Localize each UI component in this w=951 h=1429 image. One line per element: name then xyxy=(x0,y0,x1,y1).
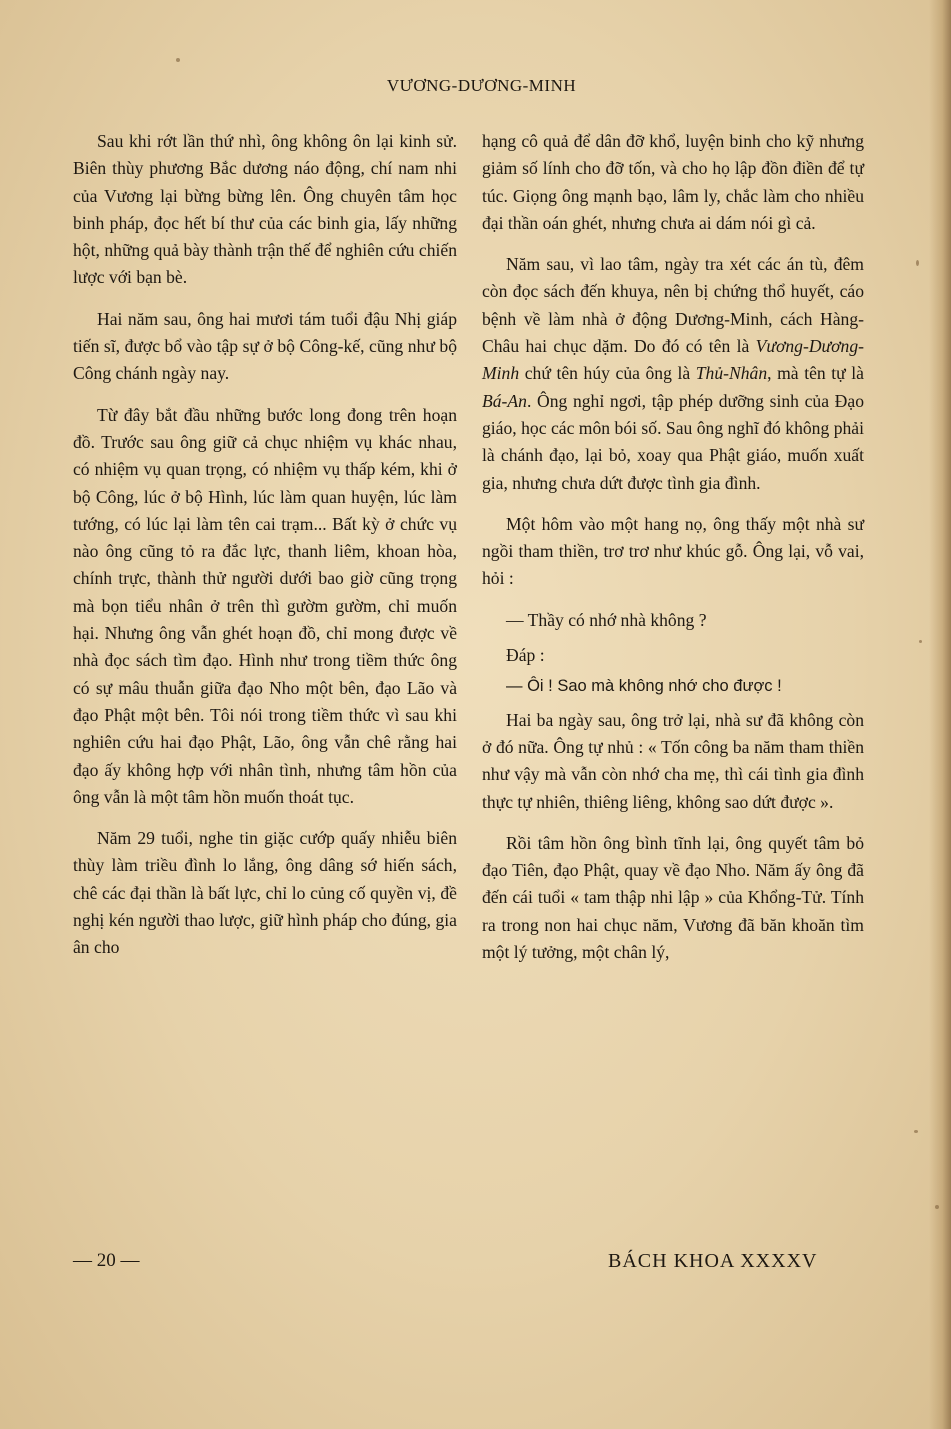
name-thu-nhan: Thủ-Nhân xyxy=(695,363,768,384)
dialog-question: — Thầy có nhớ nhà không ? xyxy=(506,609,707,630)
text-run: Năm sau, vì lao tâm, ngày tra xét các án tù, đêm còn đọc sách đến khuya, nên bị chứng thổ huyết, cáo bệnh về làm nhà ở động Dương-Minh, cách Hàng-Châu hai chục dặm. Do đó có tên là xyxy=(482,254,864,357)
paper-speck xyxy=(935,1205,939,1209)
left-column xyxy=(73,128,457,976)
text-run: . Ông nghỉ ngơi, tập phép dưỡng sinh của Đạo giáo, học các môn bói số. Sau ông nghĩ đó không phải là chánh đạo, lại bỏ, xoay qua Phật giáo, muốn xuất gia, nhưng chưa dứt được tình gia đình. xyxy=(482,390,864,493)
page-number: — 20 — xyxy=(73,1250,140,1271)
paper-speck xyxy=(914,1130,918,1133)
running-header: VƯƠNG-DƯƠNG-MINH xyxy=(386,76,577,95)
publication-name: BÁCH KHOA XXXXV xyxy=(608,1250,818,1272)
dialog-answer: — Ôi ! Sao mà không nhớ cho được ! xyxy=(506,677,782,696)
name-ba-an: Bá-An xyxy=(482,390,527,411)
dialog-answer-label: Đáp : xyxy=(506,645,545,666)
left-paragraph-3: Từ đây bắt đầu những bước long đong trên hoạn đồ. Trước sau ông giữ cả chục nhiệm vụ khác nhau, có nhiệm vụ quan trọng, có nhiệm vụ thấp kém, khi ở bộ Công, lúc ở bộ Hình, lúc làm quan huyện, lúc làm tướng, có lúc lại làm tên cai trạm... Bất kỳ ở chức vụ nào ông cũng tỏ ra đắc lực, thanh liêm, khoan hòa, chính trực, thành thử người dưới bao giờ cũng trọng mà bọn tiểu nhân ở trên thì gườm gườm, chỉ muốn hại. Nhưng ông vẫn ghét hoạn đồ, chỉ mong được về nhà đọc sách tìm đạo. Hình như trong tiềm thức ông có sự mâu thuẫn giữa đạo Nho một bên, đạo Lão và đạo Phật một bên. Tôi nói trong tiềm thức vì sau khi nghiên cứu hai đạo Phật, Lão, ông vẫn chê rằng hai đạo ấy không hợp với nhân tình, nhưng tâm hồn của ông vẫn là một tâm hồn muốn thoát tục. xyxy=(73,404,457,807)
paper-speck xyxy=(919,640,922,643)
name-vuong-duong-minh: Vương-Dương-Minh xyxy=(482,336,864,384)
left-paragraph-1: Sau khi rớt lần thứ nhì, ông không ôn lại kinh sử. Biên thùy phương Bắc dương náo động, chí nam nhi của Vương lại bừng bừng lên. Ông chuyên tâm học binh pháp, đọc hết bí thư của các binh gia, lấy những hột, những quả bày thành trận thế để nghiên cứu chiến lược với bạn bè. xyxy=(73,131,457,288)
text-run: , mà tên tự là xyxy=(767,363,864,384)
right-paragraph-4: Hai ba ngày sau, ông trở lại, nhà sư đã không còn ở đó nữa. Ông tự nhủ : « Tốn công ba năm tham thiền như vậy mà vẫn còn nhớ cha mẹ, thì cái tình gia đình thực tự nhiên, thiêng liêng, không sao dứt được ». xyxy=(482,709,864,812)
page-edge-shadow xyxy=(929,0,951,1429)
left-paragraph-4: Năm 29 tuổi, nghe tin giặc cướp quấy nhiễu biên thùy làm triều đình lo lắng, ông dâng sớ hiến sách, chê các đại thần là bất lực, chỉ lo củng cố quyền vị, đề nghị kén người thao lược, giữ hình pháp cho đúng, gia ân cho xyxy=(73,828,457,958)
right-paragraph-1: hạng cô quả để dân đỡ khổ, luyện binh cho kỹ nhưng giảm số lính cho đỡ tốn, và cho họ lập đồn điền để tự túc. Giọng ông mạnh bạo, lâm ly, chắc làm cho nhiều đại thần oán ghét, nhưng chưa ai dám nói gì cả. xyxy=(482,131,864,233)
paper-speck xyxy=(916,260,919,266)
left-paragraph-2: Hai năm sau, ông hai mươi tám tuổi đậu Nhị giáp tiến sĩ, được bổ vào tập sự ở bộ Công-kế, cũng như bộ Công chánh ngày nay. xyxy=(73,308,457,384)
right-paragraph-3: Một hôm vào một hang nọ, ông thấy một nhà sư ngồi tham thiền, trơ trơ như khúc gỗ. Ông lại, vỗ vai, hỏi : xyxy=(482,513,864,589)
text-run: chứ tên húy của ông là xyxy=(519,363,696,384)
right-paragraph-5: Rồi tâm hồn ông bình tĩnh lại, ông quyết tâm bỏ đạo Tiên, đạo Phật, quay về đạo Nho. Năm ấy ông đã đến cái tuổi « tam thập nhi lập » của Khổng-Tử. Tính ra trong non hai chục năm, Vương đã băn khoăn tìm một lý tưởng, một chân lý, xyxy=(482,832,864,963)
paper-speck xyxy=(176,58,180,62)
right-column xyxy=(482,128,864,980)
right-paragraph-2 xyxy=(482,251,864,497)
